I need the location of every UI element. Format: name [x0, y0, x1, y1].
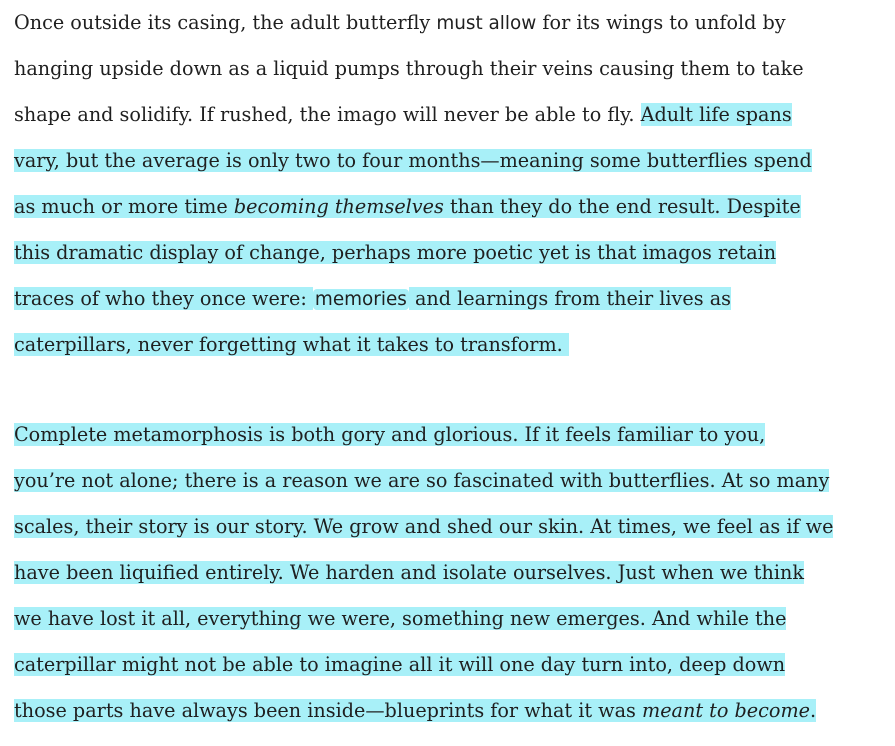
- text-line: [14, 420, 765, 450]
- text-line: [14, 512, 833, 542]
- text-line: [14, 8, 786, 38]
- text-span: shape and solidify. If rushed, the imago will never be able to fly.: [14, 103, 641, 126]
- highlighted-text: Adult life spans: [640, 103, 792, 126]
- highlighted-text: memories: [314, 289, 407, 310]
- text-line: [14, 238, 776, 268]
- text-line: [14, 192, 801, 222]
- highlighted-text: you’re not alone; there is a reason we are so fascinated with butterflies. At so many: [14, 469, 830, 492]
- highlighted-text: meant to become: [642, 699, 811, 722]
- highlighted-text: than they do the end result. Despite: [443, 195, 801, 218]
- highlighted-text: caterpillars, never forgetting what it takes to transform.: [14, 333, 569, 356]
- highlighted-text: those parts have always been inside—blueprints for what it was: [14, 699, 642, 722]
- highlighted-text: Complete metamorphosis is both gory and glorious. If it feels familiar to you,: [14, 423, 766, 446]
- highlighted-text: .: [810, 699, 817, 722]
- highlighted-text: and learnings from their lives as: [408, 287, 731, 310]
- highlighted-text: vary, but the average is only two to four months—meaning some butterflies spend: [14, 149, 812, 172]
- text-line: [14, 54, 804, 84]
- highlighted-text: scales, their story is our story. We grow and shed our skin. At times, we feel as if we: [14, 515, 834, 538]
- text-line: [14, 650, 785, 680]
- text-line: [14, 558, 804, 588]
- text-span: hanging upside down as a liquid pumps through their veins causing them to take: [14, 57, 804, 80]
- text-line: [14, 696, 816, 726]
- highlighted-text: as much or more time: [14, 195, 234, 218]
- text-line: [14, 284, 731, 314]
- highlighted-text: traces of who they once were:: [14, 287, 313, 310]
- highlighted-text: becoming themselves: [233, 195, 444, 218]
- text-line: [14, 330, 569, 360]
- text-line: [14, 466, 829, 496]
- highlighted-text: this dramatic display of change, perhaps more poetic yet is that imagos retain: [14, 241, 777, 264]
- highlighted-text: we have lost it all, everything we were, something new emerges. And while the: [14, 607, 787, 630]
- highlighted-text: caterpillar might not be able to imagine all it will one day turn into, deep down: [14, 653, 786, 676]
- text-line: [14, 604, 786, 634]
- highlighted-text: have been liquified entirely. We harden and isolate ourselves. Just when we think: [14, 561, 804, 584]
- text-span: for its wings to unfold by: [536, 11, 786, 34]
- text-span: must allow: [436, 13, 537, 34]
- text-span: Once outside its casing, the adult butterfly: [14, 11, 437, 34]
- text-line: [14, 146, 812, 176]
- text-line: [14, 100, 792, 130]
